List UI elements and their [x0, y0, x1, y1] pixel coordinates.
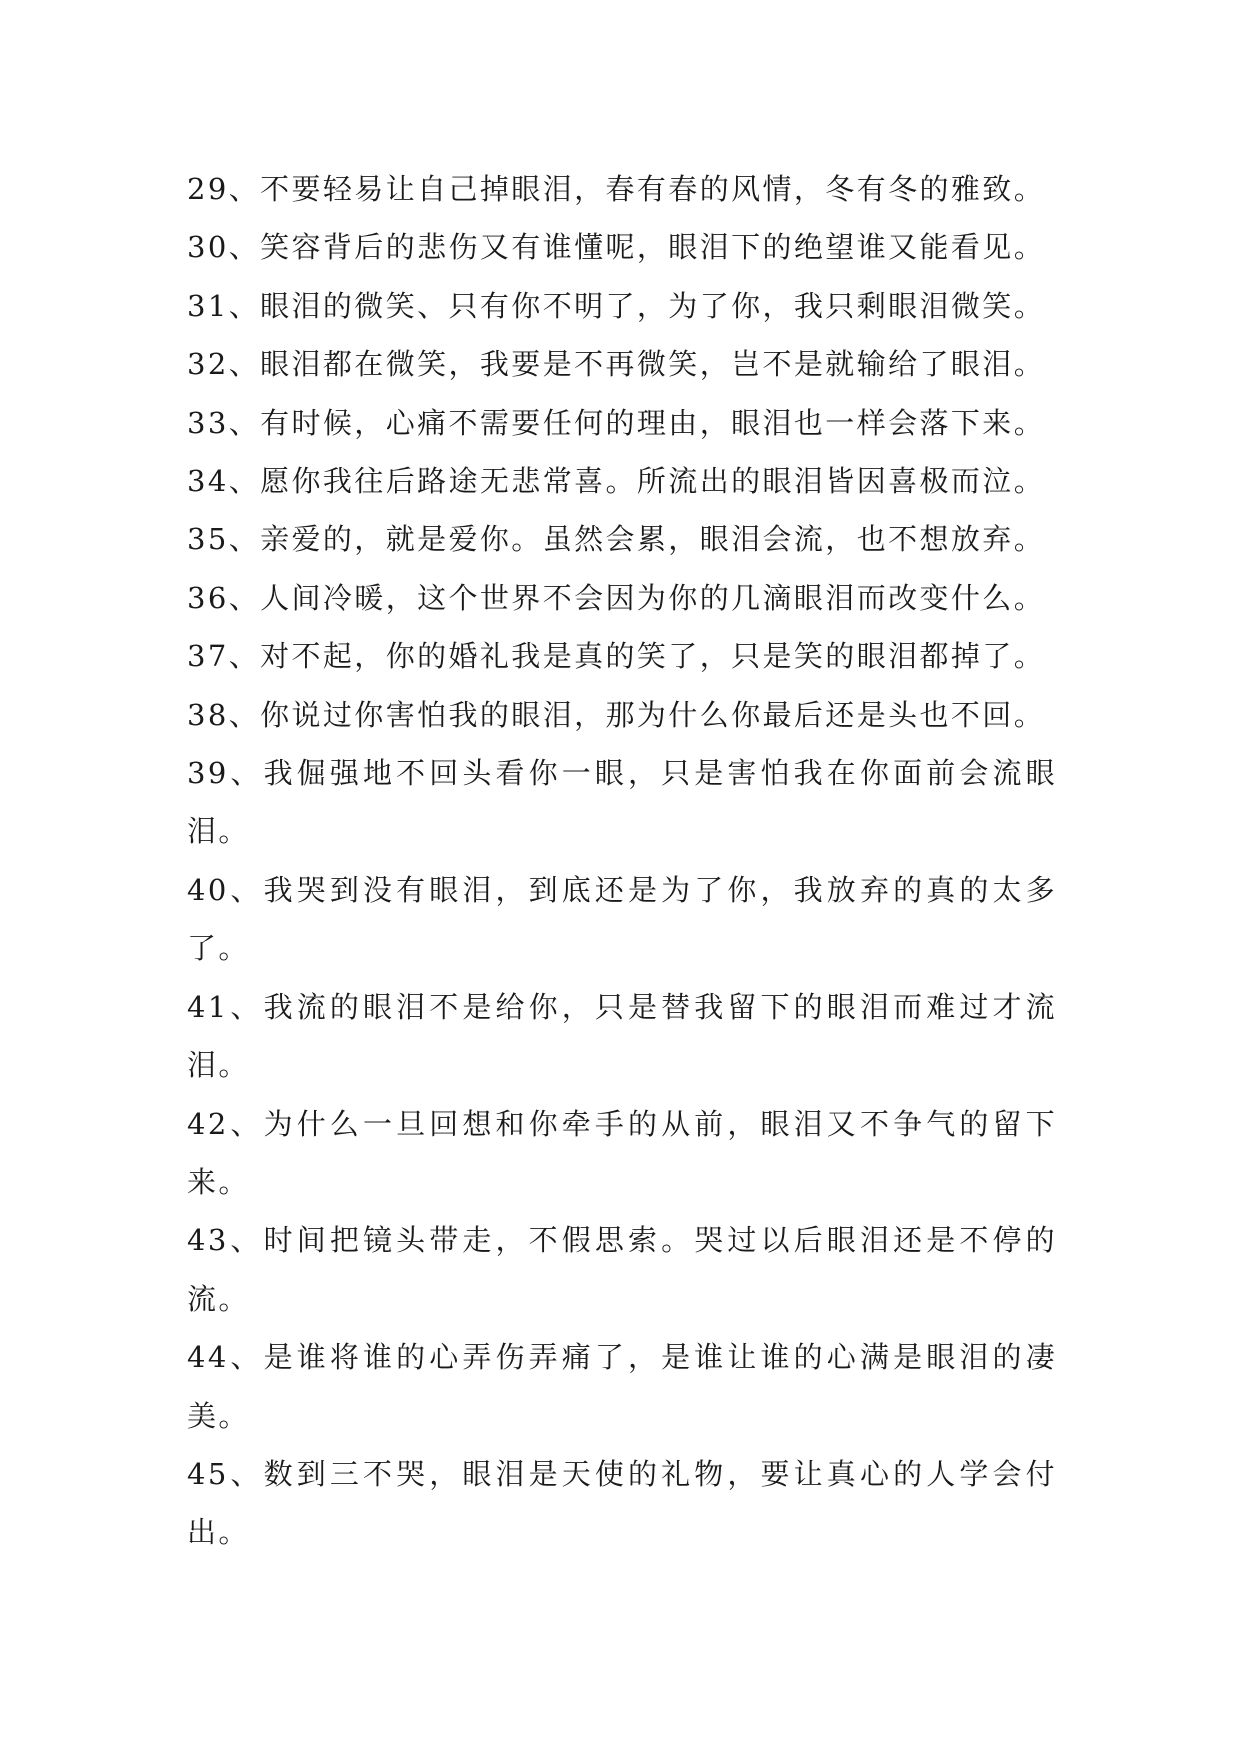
list-item: 38、你说过你害怕我的眼泪，那为什么你最后还是头也不回。 [187, 697, 1046, 732]
list-item: 42、为什么一旦回想和你牵手的从前，眼泪又不争气的留下来。 [187, 1106, 1057, 1199]
list-item: 37、对不起，你的婚礼我是真的笑了，只是笑的眼泪都掉了。 [187, 639, 1046, 674]
list-item: 43、时间把镜头带走，不假思索。哭过以后眼泪还是不停的流。 [187, 1223, 1057, 1316]
list-item: 32、眼泪都在微笑，我要是不再微笑，岂不是就输给了眼泪。 [187, 347, 1046, 382]
list-item: 34、愿你我往后路途无悲常喜。所流出的眼泪皆因喜极而泣。 [187, 464, 1046, 499]
list-item: 41、我流的眼泪不是给你，只是替我留下的眼泪而难过才流泪。 [187, 989, 1057, 1083]
list-item: 39、我倔强地不回头看你一眼，只是害怕我在你面前会流眼泪。 [187, 756, 1057, 849]
list-item: 36、人间冷暖，这个世界不会因为你的几滴眼泪而改变什么。 [187, 580, 1046, 615]
list-item: 33、有时候，心痛不需要任何的理由，眼泪也一样会落下来。 [187, 405, 1046, 440]
list-item: 30、笑容背后的悲伤又有谁懂呢，眼泪下的绝望谁又能看见。 [187, 230, 1046, 265]
list-item: 40、我哭到没有眼泪，到底还是为了你，我放弃的真的太多了。 [187, 872, 1057, 966]
document-body [187, 160, 1057, 1562]
list-item: 35、亲爱的，就是爱你。虽然会累，眼泪会流，也不想放弃。 [187, 522, 1046, 557]
list-item: 45、数到三不哭，眼泪是天使的礼物，要让真心的人学会付出。 [187, 1456, 1057, 1550]
list-item: 31、眼泪的微笑、只有你不明了，为了你，我只剩眼泪微笑。 [187, 288, 1046, 323]
list-item: 44、是谁将谁的心弄伤弄痛了，是谁让谁的心满是眼泪的凄美。 [187, 1340, 1057, 1433]
list-item: 29、不要轻易让自己掉眼泪，春有春的风情，冬有冬的雅致。 [187, 172, 1046, 206]
